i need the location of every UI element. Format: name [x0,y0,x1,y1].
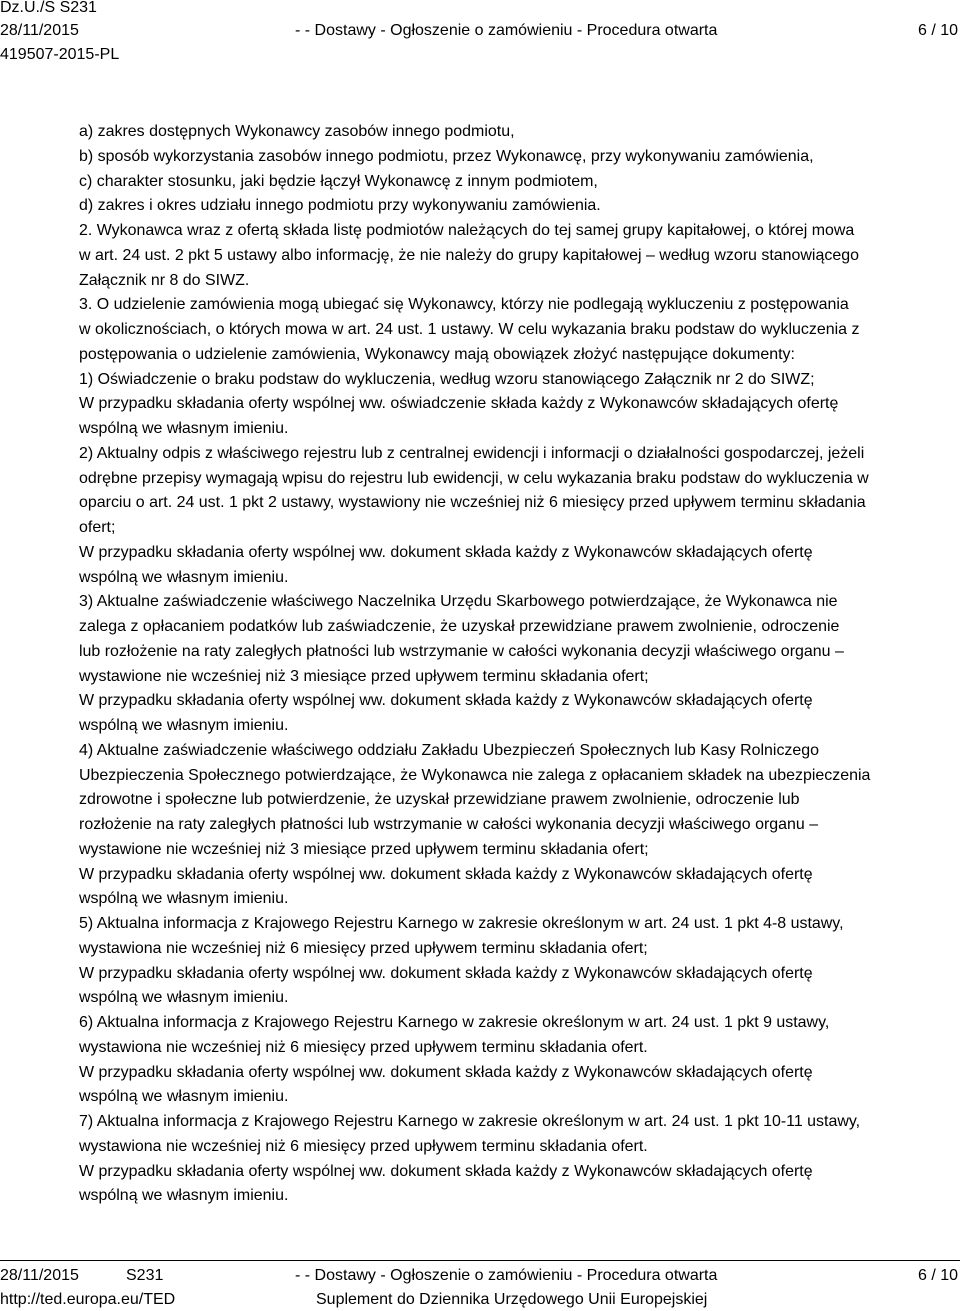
text-line: W przypadku składania oferty wspólnej ww. dokument składa każdy z Wykonawców składających ofertę [79,1162,813,1180]
text-line: wspólną we własnym imieniu. [79,989,289,1007]
text-line: zdrowotne i społeczne lub potwierdzenie, że uzyskał przewidziane prawem zwolnienie, odroczenie lub [79,791,800,809]
text-line: wspólną we własnym imieniu. [79,890,289,908]
header-journal: Dz.U./S S231 [0,0,97,16]
text-line: w okolicznościach, o których mowa w art. 24 ust. 1 ustawy. W celu wykazania braku podstaw do wykluczenia z [79,321,860,338]
text-line: 2. Wykonawca wraz z ofertą składa listę podmiotów należących do tej samej grupy kapitałowej, o której mowa [79,222,855,239]
text-line: wystawiona nie wcześniej niż 6 miesięcy przed upływem terminu składania ofert; [79,939,648,957]
text-line: W przypadku składania oferty wspólnej ww. dokument składa każdy z Wykonawców składających ofertę [79,543,813,561]
text-line: wystawiona nie wcześniej niż 6 miesięcy przed upływem terminu składania ofert. [79,1137,648,1155]
footer-page-number: 6 / 10 [917,1267,958,1284]
text-line: c) charakter stosunku, jaki będzie łączył Wykonawcę z innym podmiotem, [79,172,598,190]
text-line: Załącznik nr 8 do SIWZ. [79,271,250,289]
text-line: wystawione nie wcześniej niż 3 miesiące przed upływem terminu składania ofert; [79,840,649,858]
text-line: wystawiona nie wcześniej niż 6 miesięcy przed upływem terminu składania ofert. [79,1038,648,1056]
footer-title: - - Dostawy - Ogłoszenie o zamówieniu - Procedura otwarta [295,1267,718,1284]
text-line: 6) Aktualna informacja z Krajowego Rejestru Karnego w zakresie określonym w art. 24 ust. 1 pkt 9 ustawy, [79,1014,830,1031]
text-line: wspólną we własnym imieniu. [79,1187,289,1205]
text-line: 4) Aktualne zaświadczenie właściwego oddziału Zakładu Ubezpieczeń Społecznych lub Kasy Rolniczego [79,741,820,759]
text-line: W przypadku składania oferty wspólnej ww. oświadczenie składa każdy z Wykonawców składających ofertę [79,395,839,413]
text-line: 7) Aktualna informacja z Krajowego Rejestru Karnego w zakresie określonym w art. 24 ust. 1 pkt 10-11 ustawy, [79,1113,861,1130]
body-text [79,120,959,1209]
text-line: rozłożenie na raty zaległych płatności lub wstrzymanie w całości wykonania decyzji właściwego organu – [79,816,819,833]
footer-rule [0,1260,960,1261]
text-line: W przypadku składania oferty wspólnej ww. dokument składa każdy z Wykonawców składających ofertę [79,1063,813,1081]
text-line: 3. O udzielenie zamówienia mogą ubiegać się Wykonawcy, którzy nie podlegają wykluczeniu z postępowania [79,296,849,314]
header-notice-id: 419507-2015-PL [0,46,120,63]
text-line: W przypadku składania oferty wspólnej ww. dokument składa każdy z Wykonawców składających ofertę [79,692,813,710]
header-date: 28/11/2015 [0,22,79,39]
text-line: wspólną we własnym imieniu. [79,1088,289,1106]
text-line: postępowania o udzielenie zamówienia, Wykonawcy mają obowiązek złożyć następujące dokumenty: [79,345,795,363]
text-line: d) zakres i okres udziału innego podmiotu przy wykonywaniu zamówienia. [79,197,601,215]
text-line: ofert; [79,519,116,536]
footer-date: 28/11/2015 [0,1267,79,1284]
footer-series: S231 [126,1267,164,1284]
footer-url[interactable]: http://ted.europa.eu/TED [0,1291,176,1308]
text-line: W przypadku składania oferty wspólnej ww. dokument składa każdy z Wykonawców składających ofertę [79,964,813,982]
text-line: a) zakres dostępnych Wykonawcy zasobów innego podmiotu, [79,123,515,140]
text-line: W przypadku składania oferty wspólnej ww. dokument składa każdy z Wykonawców składających ofertę [79,865,813,883]
text-line: lub rozłożenie na raty zaległych płatności lub wstrzymanie w całości wykonania decyzji właściwego organu – [79,642,844,660]
text-line: wystawione nie wcześniej niż 3 miesiące przed upływem terminu składania ofert; [79,667,649,685]
text-line: 5) Aktualna informacja z Krajowego Rejestru Karnego w zakresie określonym w art. 24 ust. 1 pkt 4-8 ustawy, [79,915,844,932]
text-line: Ubezpieczenia Społecznego potwierdzające, że Wykonawca nie zalega z opłacaniem składek na ubezpieczenia [79,766,871,784]
text-line: 3) Aktualne zaświadczenie właściwego Naczelnika Urzędu Skarbowego potwierdzające, że Wykonawca nie [79,593,838,611]
text-line: b) sposób wykorzystania zasobów innego podmiotu, przez Wykonawcę, przy wykonywaniu zamówienia, [79,147,814,165]
text-line: zalega z opłacaniem podatków lub zaświadczenie, że uzyskał przewidziane prawem zwolnienie, odroczenie [79,618,840,635]
text-line: wspólną we własnym imieniu. [79,568,289,586]
text-line: oparciu o art. 24 ust. 1 pkt 2 ustawy, wystawiony nie wcześniej niż 6 miesięcy przed upływem terminu składania [79,494,866,512]
text-line: wspólną we własnym imieniu. [79,717,289,734]
text-line: wspólną we własnym imieniu. [79,420,289,437]
header-title: - - Dostawy - Ogłoszenie o zamówieniu - Procedura otwarta [295,22,718,39]
text-line: 2) Aktualny odpis z właściwego rejestru lub z centralnej ewidencji i informacji o działalności gospodarczej, jeżeli [79,444,865,462]
header-page-number: 6 / 10 [917,22,958,39]
text-line: 1) Oświadczenie o braku podstaw do wykluczenia, według wzoru stanowiącego Załącznik nr 2 do SIWZ; [79,370,815,388]
footer-supplement: Suplement do Dziennika Urzędowego Unii Europejskiej [316,1291,708,1308]
text-line: w art. 24 ust. 2 pkt 5 ustawy albo informację, że nie należy do grupy kapitałowej – według wzoru stanowiącego [79,246,859,264]
text-line: odrębne przepisy wymagają wpisu do rejestru lub ewidencji, w celu wykazania braku podstaw do wykluczenia w [79,469,869,487]
